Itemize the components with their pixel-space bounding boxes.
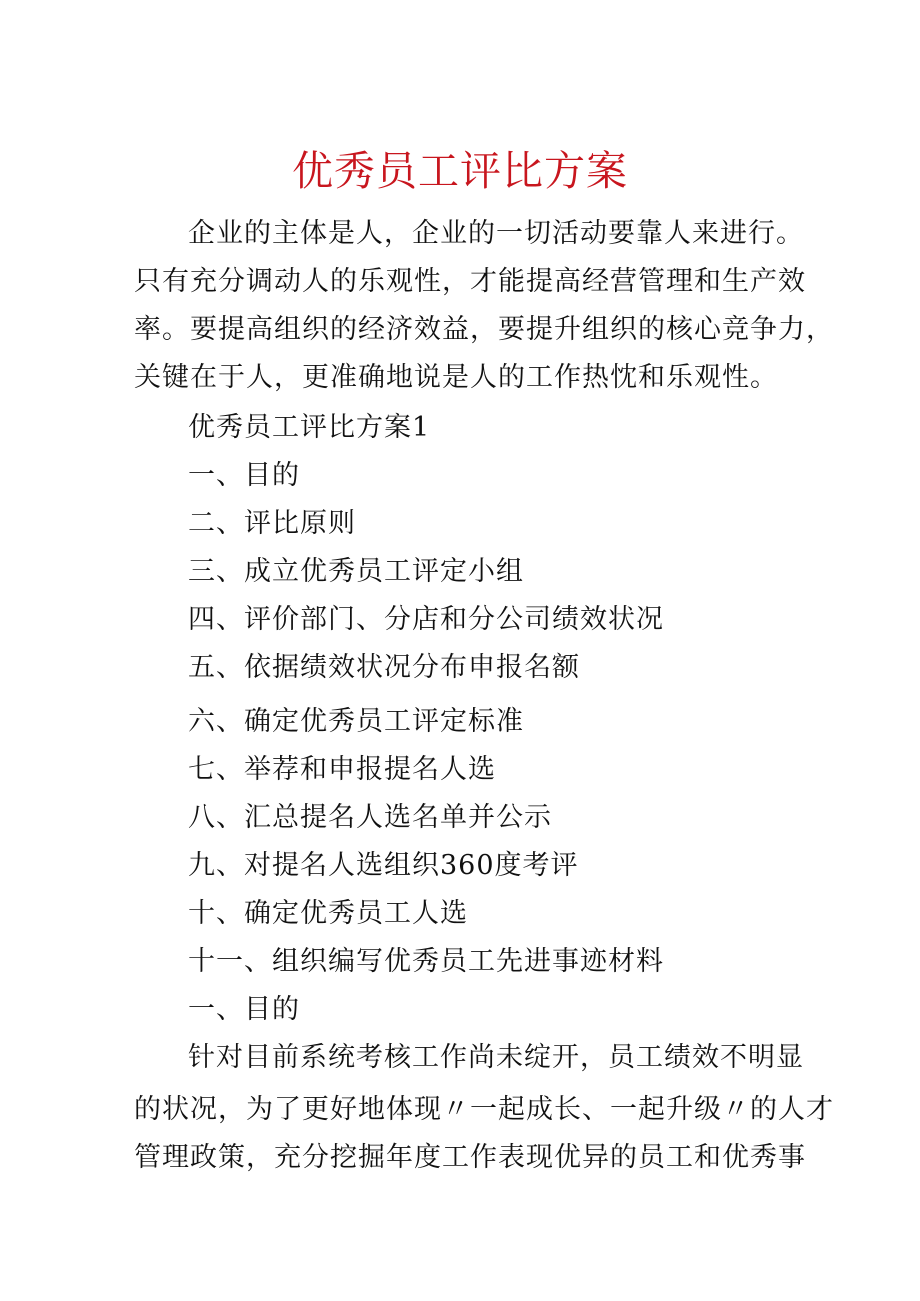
outline-item: 一、目的 xyxy=(188,994,300,1025)
intro-line: 企业的主体是人，企业的一切活动要靠人来进行。 xyxy=(188,218,804,249)
section-heading: 优秀员工评比方案1 xyxy=(188,412,431,443)
outline-item: 十一、组织编写优秀员工先进事迹材料 xyxy=(188,946,664,977)
intro-line: 关键在于人，更准确地说是人的工作热忱和乐观性。 xyxy=(134,362,778,393)
outline-item: 十、确定优秀员工人选 xyxy=(188,898,468,929)
outline-item: 七、举荐和申报提名人选 xyxy=(188,754,496,785)
body-line: 管理政策，充分挖掘年度工作表现优异的员工和优秀事 xyxy=(134,1142,806,1173)
body-line: 针对目前系统考核工作尚未绽开，员工绩效不明显 xyxy=(188,1042,804,1073)
outline-item: 二、评比原则 xyxy=(188,508,356,539)
intro-line: 只有充分调动人的乐观性，才能提高经营管理和生产效 xyxy=(134,266,806,297)
outline-item: 六、确定优秀员工评定标准 xyxy=(188,706,524,737)
document-title: 优秀员工评比方案 xyxy=(292,147,628,195)
outline-item: 一、目的 xyxy=(188,460,300,491)
outline-item: 三、成立优秀员工评定小组 xyxy=(188,556,524,587)
outline-item: 八、汇总提名人选名单并公示 xyxy=(188,802,552,833)
intro-line: 率。要提高组织的经济效益，要提升组织的核心竞争力， xyxy=(134,314,834,345)
outline-item: 九、对提名人选组织360度考评 xyxy=(188,850,579,881)
body-line: 的状况，为了更好地体现〃一起成长、一起升级〃的人才 xyxy=(134,1094,834,1125)
outline-item: 五、依据绩效状况分布申报名额 xyxy=(188,652,580,683)
outline-item: 四、评价部门、分店和分公司绩效状况 xyxy=(188,604,664,635)
